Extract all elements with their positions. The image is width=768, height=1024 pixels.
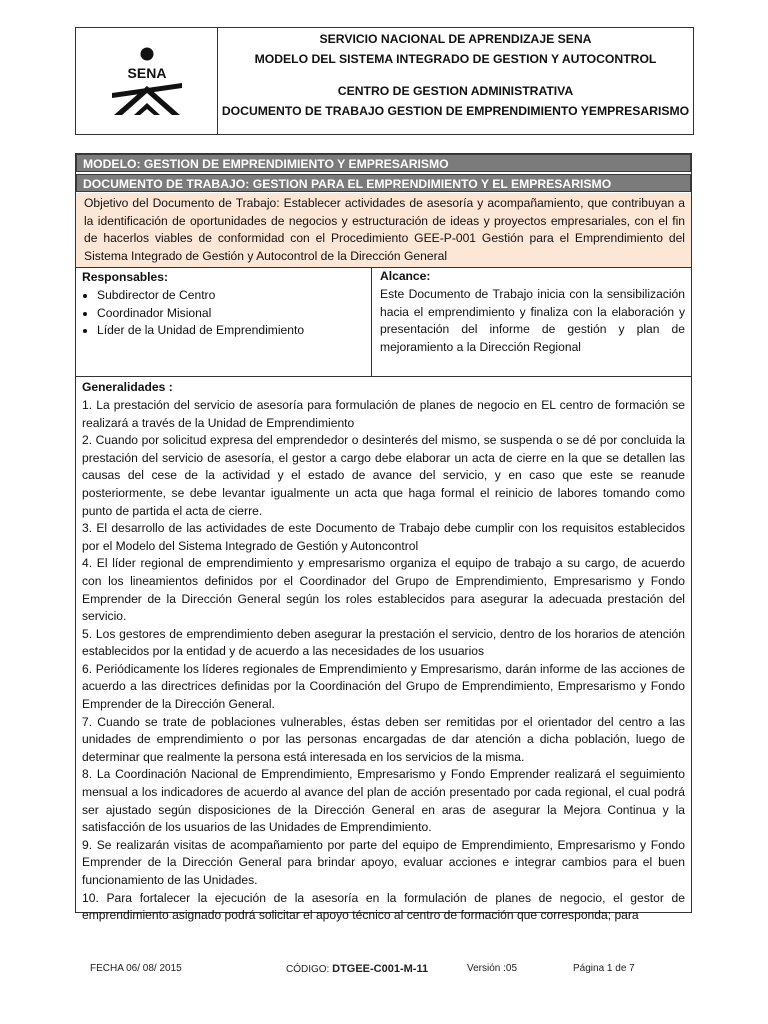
modelo-bar: MODELO: GESTION DE EMPRENDIMIENTO Y EMPRESARISMO [76, 154, 691, 172]
generalidades-section [76, 377, 691, 926]
footer-version: Versión :05 [467, 963, 518, 974]
document-table [75, 153, 692, 923]
header-line-2: MODELO DEL SISTEMA INTEGRADO DE GESTION Y AUTOCONTROL [254, 52, 657, 66]
responsable-item: • Coordinador Misional [97, 305, 365, 323]
generalidad-item: 10. Para fortalecer la ejecución de la asesoría en la formulación de planes de negocio, el gestor de emprendimiento asignado podrá solicitar el apoyo técnico al centro de formación que corresponda; para [82, 890, 685, 923]
documento-bar: DOCUMENTO DE TRABAJO: GESTION PARA EL EMPRENDIMIENTO Y EL EMPRESARISMO [76, 174, 691, 192]
generalidad-item: 1. La prestación del servicio de asesoría para formulación de planes de negocio en EL centro de formación se realizará a través de la Unidad de Emprendimiento [82, 397, 685, 430]
header-line-1: SERVICIO NACIONAL DE APRENDIZAJE SENA [319, 32, 592, 46]
footer-fecha: FECHA 06/ 08/ 2015 [90, 963, 182, 974]
footer-codigo-value: DTGEE-C001-M-11 [332, 963, 429, 975]
objetivo-label: Objetivo del Documento de Trabajo: [84, 196, 280, 210]
objetivo-section [76, 193, 691, 268]
alcance-section [372, 268, 691, 376]
header-line-4: DOCUMENTO DE TRABAJO GESTION DE EMPRENDIMIENTO YEMPRESARISMO [221, 104, 690, 118]
alcance-text: Este Documento de Trabajo inicia con la sensibilización hacia el emprendimiento y finaliza con la elaboración y presentación del informe de gestión y plan de mejoramiento a la Dirección Regional [380, 286, 685, 354]
responsables-label: Responsables: [82, 270, 169, 285]
header-line-3: CENTRO DE GESTION ADMINISTRATIVA [337, 84, 574, 98]
generalidad-item: 2. Cuando por solicitud expresa del emprendedor o desinterés del mismo, se suspenda o se dé por concluida la prestación del servicio de asesoría, el gestor a cargo debe elaborar un acta de cierre en la que se detallen las causas del cese de la actividad y el estado de avance del servicio, y en caso que este se reanude posteriormente, se debe levantar igualmente un acta que haga formal el reinicio de labores tomando como punto de partida el acta de cierre. [82, 433, 685, 518]
sena-logo [76, 28, 218, 134]
generalidad-item: 5. Los gestores de emprendimiento deben asegurar la prestación el servicio, dentro de los horarios de atención establecidos por la entidad y de acuerdo a las necesidades de los usuarios [82, 626, 685, 659]
document-header [75, 27, 694, 135]
responsable-item: • Subdirector de Centro [97, 287, 365, 305]
responsable-item: • Líder de la Unidad de Emprendimiento [97, 322, 365, 340]
generalidades-label: Generalidades : [82, 380, 173, 395]
generalidad-item: 8. La Coordinación Nacional de Emprendimiento, Empresarismo y Fondo Emprender realizará el seguimiento mensual a los indicadores de acuerdo al avance del plan de acción presentado por cada regional, el cual podrá ser ajustado según disposiciones de la Dirección General en aras de asegurar la Mejora Continua y la satisfacción de los usuarios de las Unidades de Emprendimiento. [82, 767, 685, 835]
alcance-label: Alcance: [380, 269, 431, 284]
logo-wordmark: SENA [127, 65, 166, 81]
generalidad-item: 4. El líder regional de emprendimiento y empresarismo organiza el equipo de trabajo a su cargo, de acuerdo con los lineamientos definidos por el Coordinador del Grupo de Emprendimiento, Empresarismo y Fondo Emprender de la Dirección General según los roles establecidos para asegurar la adecuada prestación del servicio. [82, 556, 685, 624]
footer-codigo [286, 963, 428, 975]
generalidad-item: 9. Se realizarán visitas de acompañamiento por parte del equipo de Emprendimiento, Empresarismo y Fondo Emprender de la Dirección General para brindar apoyo, evaluar acciones e integrar cambios para el buen funcionamiento de las Unidades. [82, 837, 685, 887]
responsables-alcance-row [76, 268, 691, 377]
document-footer [0, 963, 768, 979]
responsables-list [82, 287, 365, 340]
objetivo-text: Establecer actividades de asesoría y acompañamiento, que contribuyan a la identificación de oportunidades de negocios y estructuración de ideas y proyectos empresariales, con el fin de hacerlos viables de conformidad con el Procedimiento GEE-P-001 Gestión para el Emprendimiento del Sistema Integrado de Gestión y Autocontrol de la Dirección General [84, 196, 685, 263]
generalidad-item: 6. Periódicamente los líderes regionales de Emprendimiento y Empresarismo, darán informe de las acciones de acuerdo a las directrices definidas por la Coordinación del Grupo de Emprendimiento, Empresarismo y Fondo Emprender de la Dirección General. [82, 661, 685, 712]
footer-codigo-label: CÓDIGO: [286, 964, 333, 975]
responsables-section [76, 268, 372, 376]
header-titles [218, 28, 693, 134]
generalidad-item: 3. El desarrollo de las actividades de este Documento de Trabajo debe cumplir con los requisitos establecidos por el Modelo del Sistema Integrado de Gestión y Autoncontrol [82, 521, 685, 553]
footer-pagina: Página 1 de 7 [573, 963, 635, 974]
sena-logo-icon [106, 45, 188, 117]
generalidad-item: 7. Cuando se trate de poblaciones vulnerables, éstas deben ser remitidas por el orientador del centro a las unidades de emprendimiento o por las personas encargadas de dar atención a dicha población, luego de determinar que realmente la persona está interesada en los servicios de la misma. [82, 714, 685, 764]
